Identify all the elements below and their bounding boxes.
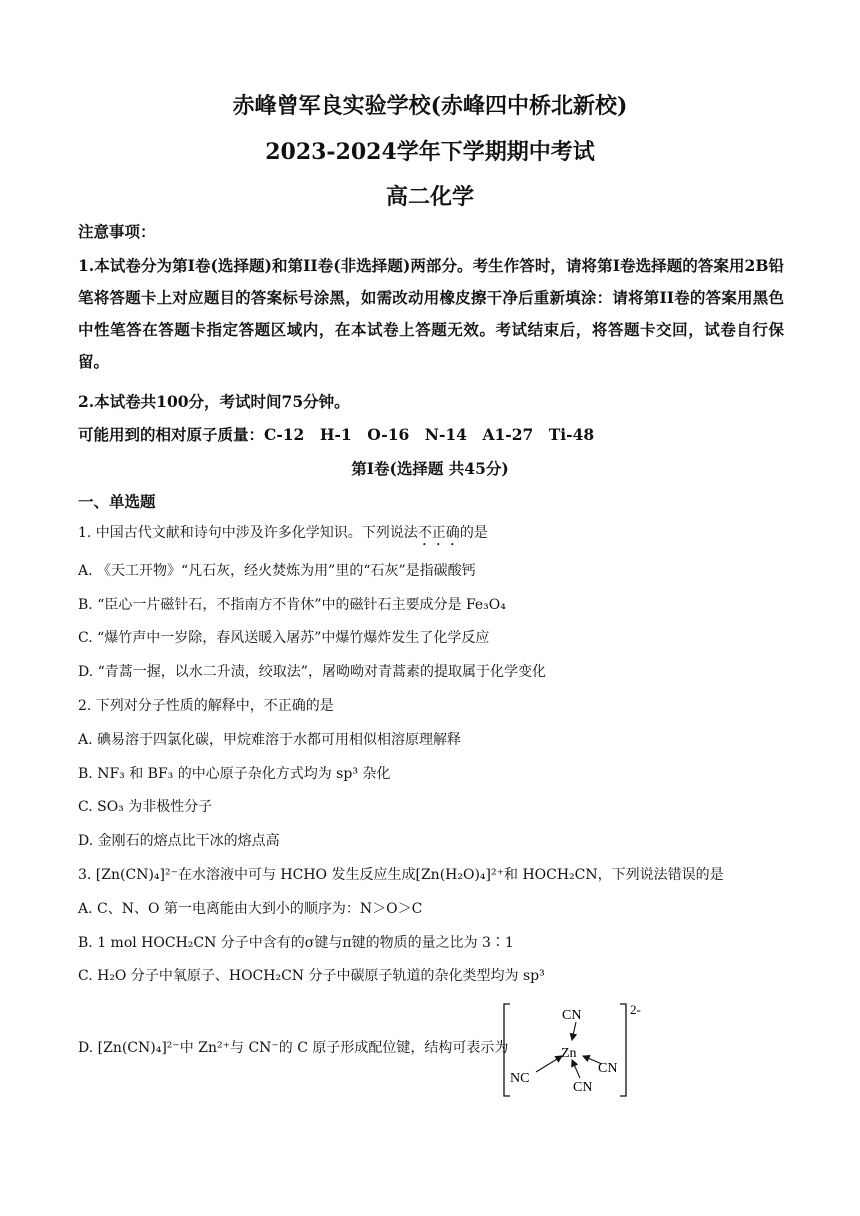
question-1-option-a: A. 《天工开物》“凡石灰，经火焚炼为用”里的“石灰”是指碳酸钙: [78, 563, 476, 579]
question-1-option-d: D. “青蒿一握，以水二升渍，绞取法”，屠呦呦对青蒿素的提取属于化学变化: [78, 664, 546, 680]
ligand-top-label: CN: [562, 1008, 582, 1023]
notes-item-1: 1.本试卷分为第I卷(选择题)和第II卷(非选择题)两部分。考生作答时，请将第I卷选择题的答案用2B铅笔将答题卡上对应题目的答案标号涂黑，如需改动用橡皮擦干净后重新填涂：请将第II卷的答案用黑色中性笔答在答题卡指定答题区域内，在本试卷上答题无效。考试结束后，将答题卡交回，试卷自行保留。: [78, 256, 784, 371]
ligand-bottom-label: CN: [573, 1080, 593, 1095]
question-2-stem: 2. 下列对分子性质的解释中，不正确的是: [78, 698, 334, 714]
part-title: 一、单选题: [78, 492, 156, 511]
question-1-emphasis: 不正确: [417, 525, 460, 541]
school-title: 赤峰曾军良实验学校(赤峰四中桥北新校): [232, 93, 628, 119]
subject-title: 高二化学: [385, 184, 474, 210]
bond-bottom: [572, 1060, 580, 1078]
question-2-option-b: B. NF₃ 和 BF₃ 的中心原子杂化方式均为 sp³ 杂化: [78, 766, 391, 782]
question-2-option-d: D. 金刚石的熔点比干冰的熔点高: [78, 833, 280, 849]
question-3-option-c: C. H₂O 分子中氧原子、HOCH₂CN 分子中碳原子轨道的杂化类型均为 sp³: [78, 968, 545, 984]
zn-center-label: Zn: [561, 1046, 577, 1061]
question-1-stem: [78, 522, 488, 549]
zn-cn-complex-structure: [498, 1000, 668, 1100]
question-3-option-a: A. C、N、O 第一电离能由大到小的顺序为：N＞O＞C: [78, 901, 423, 917]
question-2-option-a: A. 碘易溶于四氯化碳，甲烷难溶于水都可用相似相溶原理解释: [78, 732, 462, 748]
question-3-option-d: D. [Zn(CN)₄]²⁻中 Zn²⁺与 CN⁻的 C 原子形成配位键，结构可表示为: [78, 1040, 509, 1056]
question-1-stem-after: 的是: [459, 525, 488, 541]
question-1-option-c: C. “爆竹声中一岁除，春风送暖入屠苏”中爆竹爆炸发生了化学反应: [78, 630, 490, 646]
ligand-left-label: NC: [510, 1071, 530, 1086]
notes-heading: 注意事项：: [78, 222, 156, 241]
question-3-option-b: B. 1 mol HOCH₂CN 分子中含有的σ键与π键的物质的量之比为 3∶1: [78, 935, 514, 951]
notes-item-2: 2.本试卷共100分，考试时间75分钟。: [78, 392, 350, 411]
charge-label: 2-: [630, 1002, 641, 1017]
question-3-stem: 3. [Zn(CN)₄]²⁻在水溶液中可与 HCHO 发生反应生成[Zn(H₂O)₄]²⁺和 HOCH₂CN，下列说法错误的是: [78, 867, 724, 883]
ligand-right-label: CN: [598, 1061, 618, 1076]
exam-title: 2023-2024学年下学期期中考试: [265, 139, 595, 165]
question-1-option-b: B. “臣心一片磁针石，不指南方不肯休”中的磁针石主要成分是 Fe₃O₄: [78, 597, 506, 613]
question-2-option-c: C. SO₃ 为非极性分子: [78, 799, 213, 815]
bond-top: [572, 1022, 576, 1040]
section-title: 第I卷(选择题 共45分): [351, 459, 509, 478]
right-bracket: [620, 1004, 626, 1096]
bond-left: [536, 1056, 562, 1072]
question-1-stem-before: 1. 中国古代文献和诗句中涉及许多化学知识。下列说法: [78, 525, 418, 541]
atomic-masses: 可能用到的相对原子质量：C-12 H-1 O-16 N-14 A1-27 Ti-48: [78, 425, 595, 444]
